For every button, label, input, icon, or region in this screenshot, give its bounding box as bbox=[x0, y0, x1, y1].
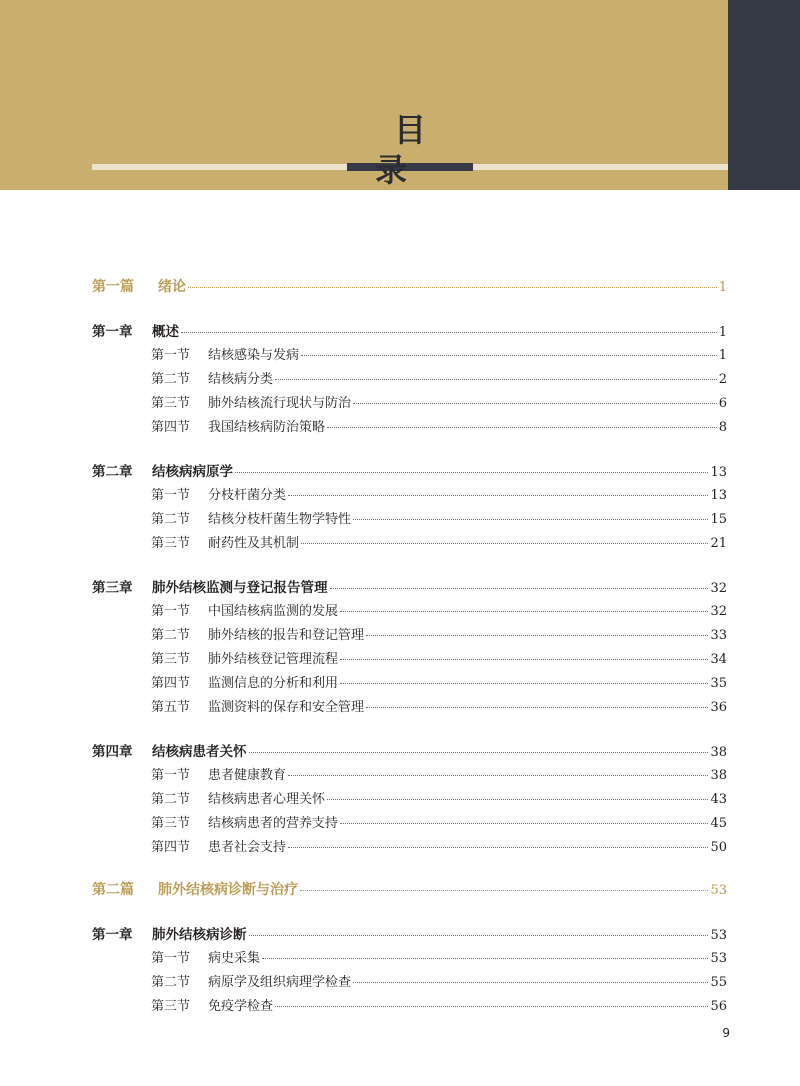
toc-dot-leader bbox=[301, 355, 717, 356]
toc-entry-number: 第三节 bbox=[151, 536, 191, 551]
toc-entry-title: 绪论 bbox=[158, 279, 186, 295]
toc-page-number: 36 bbox=[710, 700, 727, 715]
toc-dot-leader bbox=[288, 847, 708, 848]
toc-page-number: 1 bbox=[718, 280, 727, 295]
toc-dot-leader bbox=[262, 958, 708, 959]
toc-entry-title: 结核病患者关怀 bbox=[152, 744, 247, 760]
toc-section-row[interactable] bbox=[0, 648, 800, 670]
toc-page-number: 43 bbox=[710, 792, 727, 807]
toc-entry-number: 第二篇 bbox=[92, 882, 134, 898]
toc-entry-label bbox=[151, 696, 364, 715]
toc-entry-number: 第一节 bbox=[151, 951, 191, 966]
toc-part-row[interactable] bbox=[0, 276, 800, 298]
toc-section-row[interactable] bbox=[0, 971, 800, 993]
toc-entry-label bbox=[151, 764, 286, 783]
toc-dot-leader bbox=[353, 519, 708, 520]
toc-entry-label bbox=[151, 672, 338, 691]
toc-dot-leader bbox=[366, 635, 708, 636]
toc-entry-label bbox=[151, 416, 325, 435]
toc-page-number: 55 bbox=[710, 975, 727, 990]
toc-entry-number: 第一篇 bbox=[92, 279, 134, 295]
toc-dot-leader bbox=[340, 611, 708, 612]
toc-page-number: 45 bbox=[710, 816, 727, 831]
toc-section-row[interactable] bbox=[0, 947, 800, 969]
toc-dot-leader bbox=[327, 427, 717, 428]
toc-dot-leader bbox=[366, 707, 708, 708]
toc-entry-title: 患者健康教育 bbox=[208, 768, 287, 783]
toc-entry-label bbox=[151, 995, 273, 1014]
page-number: 9 bbox=[722, 1026, 730, 1040]
toc-entry-number: 第一节 bbox=[151, 488, 191, 503]
toc-entry-label bbox=[151, 392, 351, 411]
toc-chapter-row[interactable] bbox=[0, 576, 800, 598]
toc-page-number: 21 bbox=[710, 536, 727, 551]
toc-entry-title: 免疫学检查 bbox=[208, 999, 274, 1014]
toc-page-number: 33 bbox=[710, 628, 727, 643]
toc-section-row[interactable] bbox=[0, 508, 800, 530]
toc-section-row[interactable] bbox=[0, 624, 800, 646]
toc-dot-leader bbox=[353, 403, 717, 404]
toc-dot-leader bbox=[249, 752, 709, 753]
toc-entry-number: 第二节 bbox=[151, 512, 191, 527]
toc-dot-leader bbox=[330, 588, 709, 589]
toc-section-row[interactable] bbox=[0, 995, 800, 1017]
toc-entry-label bbox=[151, 508, 351, 527]
toc-entry-label bbox=[151, 484, 286, 503]
toc-entry-number: 第四节 bbox=[151, 420, 191, 435]
toc-entry-label bbox=[151, 812, 338, 831]
toc-page-number: 1 bbox=[718, 325, 727, 340]
toc-page-number: 38 bbox=[710, 768, 727, 783]
toc-entry-number: 第三节 bbox=[151, 816, 191, 831]
toc-entry-title: 监测信息的分析和利用 bbox=[208, 676, 339, 691]
toc-page-number: 32 bbox=[710, 581, 727, 596]
toc-entry-label bbox=[151, 532, 299, 551]
toc-entry-title: 我国结核病防治策略 bbox=[208, 420, 326, 435]
toc-entry-label bbox=[151, 947, 260, 966]
toc-entry-title: 结核病患者心理关怀 bbox=[208, 792, 326, 807]
toc-dot-leader bbox=[301, 543, 708, 544]
toc-entry-number: 第一章 bbox=[92, 324, 133, 340]
toc-entry-title: 结核病病原学 bbox=[152, 464, 233, 480]
toc-entry-label bbox=[151, 368, 273, 387]
toc-entry-number: 第二节 bbox=[151, 975, 191, 990]
toc-entry-label bbox=[92, 460, 233, 480]
toc-entry-label bbox=[151, 788, 325, 807]
toc-entry-title: 监测资料的保存和安全管理 bbox=[208, 700, 365, 715]
toc-page-number: 15 bbox=[710, 512, 727, 527]
toc-page-number: 13 bbox=[710, 488, 727, 503]
toc-entry-number: 第二章 bbox=[92, 464, 133, 480]
toc-page-number: 13 bbox=[710, 465, 727, 480]
toc-entry-title: 病史采集 bbox=[208, 951, 261, 966]
toc-dot-leader bbox=[353, 982, 708, 983]
toc-entry-number: 第三节 bbox=[151, 999, 191, 1014]
toc-dot-leader bbox=[275, 1006, 708, 1007]
toc-entry-number: 第四章 bbox=[92, 744, 133, 760]
toc-entry-title: 患者社会支持 bbox=[208, 840, 287, 855]
toc-chapter-row[interactable] bbox=[0, 320, 800, 342]
toc-entry-number: 第一节 bbox=[151, 604, 191, 619]
toc-section-row[interactable] bbox=[0, 672, 800, 694]
toc-entry-title: 分枝杆菌分类 bbox=[208, 488, 287, 503]
toc-entry-title: 病原学及组织病理学检查 bbox=[208, 975, 352, 990]
toc-chapter-row[interactable] bbox=[0, 923, 800, 945]
toc-entry-label bbox=[151, 971, 351, 990]
toc-page-number: 53 bbox=[710, 883, 727, 898]
toc-entry-label bbox=[92, 576, 328, 596]
toc-chapter-row[interactable] bbox=[0, 460, 800, 482]
toc-page-number: 38 bbox=[710, 745, 727, 760]
toc-page-number: 53 bbox=[710, 928, 727, 943]
toc-entry-label bbox=[92, 740, 247, 760]
toc-entry-number: 第一节 bbox=[151, 348, 191, 363]
toc-entry-number: 第二节 bbox=[151, 792, 191, 807]
toc-section-row[interactable] bbox=[0, 788, 800, 810]
toc-dot-leader bbox=[340, 683, 708, 684]
toc-section-row[interactable] bbox=[0, 344, 800, 366]
toc-section-row[interactable] bbox=[0, 696, 800, 718]
toc-dot-leader bbox=[288, 775, 708, 776]
toc-dot-leader bbox=[340, 659, 708, 660]
toc-entry-number: 第三节 bbox=[151, 396, 191, 411]
toc-entry-title: 肺外结核的报告和登记管理 bbox=[208, 628, 365, 643]
toc-entry-title: 结核分枝杆菌生物学特性 bbox=[208, 512, 352, 527]
toc-entry-label bbox=[151, 648, 338, 667]
toc-section-row[interactable] bbox=[0, 416, 800, 438]
toc-page-number: 35 bbox=[710, 676, 727, 691]
toc-entry-label bbox=[92, 320, 179, 340]
toc-section-row[interactable] bbox=[0, 836, 800, 858]
toc-entry-title: 肺外结核病诊断与治疗 bbox=[158, 882, 298, 898]
toc-entry-title: 肺外结核流行现状与防治 bbox=[208, 396, 352, 411]
toc-section-row[interactable] bbox=[0, 600, 800, 622]
toc-section-row[interactable] bbox=[0, 484, 800, 506]
toc-entry-number: 第五节 bbox=[151, 700, 191, 715]
toc-dot-leader bbox=[188, 287, 717, 288]
toc-page-number: 2 bbox=[718, 372, 727, 387]
page-title: 目 录 bbox=[374, 111, 535, 189]
toc-part-row[interactable] bbox=[0, 879, 800, 901]
toc-chapter-row[interactable] bbox=[0, 740, 800, 762]
toc-entry-number: 第二节 bbox=[151, 372, 191, 387]
toc-entry-number: 第四节 bbox=[151, 840, 191, 855]
toc-entry-title: 耐药性及其机制 bbox=[208, 536, 300, 551]
toc-dot-leader bbox=[181, 332, 717, 333]
toc-entry-number: 第一章 bbox=[92, 927, 133, 943]
toc-dot-leader bbox=[235, 472, 708, 473]
toc-dot-leader bbox=[249, 935, 709, 936]
toc-dot-leader bbox=[300, 890, 708, 891]
toc-entry-label bbox=[151, 600, 338, 619]
toc-entry-title: 肺外结核登记管理流程 bbox=[208, 652, 339, 667]
toc-page-number: 1 bbox=[718, 348, 727, 363]
toc-entry-number: 第四节 bbox=[151, 676, 191, 691]
toc-dot-leader bbox=[327, 799, 708, 800]
toc-entry-title: 中国结核病监测的发展 bbox=[208, 604, 339, 619]
toc-entry-label bbox=[151, 836, 286, 855]
toc-entry-label bbox=[92, 879, 298, 899]
toc-entry-title: 肺外结核监测与登记报告管理 bbox=[152, 580, 328, 596]
toc-dot-leader bbox=[275, 379, 717, 380]
toc-entry-number: 第三章 bbox=[92, 580, 133, 596]
toc-entry-label bbox=[151, 344, 299, 363]
toc-entry-number: 第三节 bbox=[151, 652, 191, 667]
toc-page-number: 56 bbox=[710, 999, 727, 1014]
toc-page-number: 34 bbox=[710, 652, 727, 667]
toc-page-number: 53 bbox=[710, 951, 727, 966]
toc-dot-leader bbox=[340, 823, 708, 824]
toc-entry-label bbox=[92, 276, 186, 296]
toc-entry-label bbox=[92, 923, 247, 943]
toc-entry-title: 结核感染与发病 bbox=[208, 348, 300, 363]
toc-page-number: 32 bbox=[710, 604, 727, 619]
toc-entry-number: 第二节 bbox=[151, 628, 191, 643]
toc-section-row[interactable] bbox=[0, 532, 800, 554]
toc-entry-number: 第一节 bbox=[151, 768, 191, 783]
toc-entry-title: 肺外结核病诊断 bbox=[152, 927, 247, 943]
toc-section-row[interactable] bbox=[0, 812, 800, 834]
toc-entry-label bbox=[151, 624, 364, 643]
toc-entry-title: 结核病分类 bbox=[208, 372, 274, 387]
toc-section-row[interactable] bbox=[0, 392, 800, 414]
toc-page-number: 50 bbox=[710, 840, 727, 855]
toc-section-row[interactable] bbox=[0, 764, 800, 786]
toc-page-number: 6 bbox=[718, 396, 727, 411]
toc-section-row[interactable] bbox=[0, 368, 800, 390]
toc-page-number: 8 bbox=[718, 420, 727, 435]
toc-entry-title: 结核病患者的营养支持 bbox=[208, 816, 339, 831]
toc-dot-leader bbox=[288, 495, 708, 496]
toc-entry-title: 概述 bbox=[152, 324, 179, 340]
